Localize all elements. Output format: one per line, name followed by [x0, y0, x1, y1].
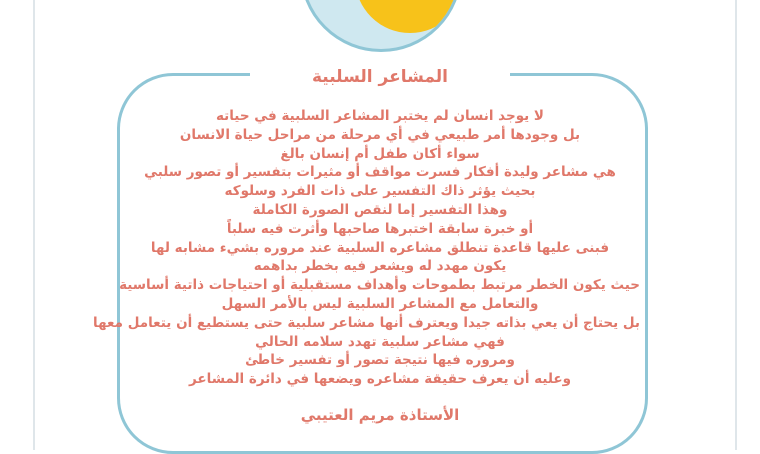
page-title: المشاعر السلبية: [311, 67, 449, 87]
body-line: لا يوجد انسان لم يختبر المشاعر السلبية في حياته: [215, 108, 544, 124]
body-line: وعليه أن يعرف حقيقة مشاعره ويضعها في دائرة المشاعر: [189, 371, 571, 388]
body-line: أو خبرة سابقة اختبرها صاحبها وأثرت فيه سلباً: [226, 220, 534, 237]
body-line: ومروره فيها نتيجة تصور أو تفسير خاطئ: [245, 352, 515, 369]
body-line: حيث يكون الخطر مرتبط بطموحات وأهداف مستقبلية أو احتياجات ذاتية أساسية: [119, 277, 640, 294]
body-line: بل وجودها أمر طبيعي في أي مرحلة من مراحل حياة الانسان: [179, 126, 581, 143]
body-line: فهي مشاعر سلبية تهدد سلامه الحالي: [255, 333, 505, 350]
emoji-mouth: [379, 0, 431, 6]
author-signature: الأستاذة مريم العتيبي: [300, 406, 460, 424]
body-line: يكون مهدد له ويشعر فيه بخطر بداهمه: [253, 258, 507, 275]
body-line: سواء أكان طفل أم إنسان بالغ: [280, 145, 480, 162]
body-text: [93, 107, 640, 389]
body-line: بحيث يؤثر ذاك التفسير على ذات الفرد وسلوكه: [224, 183, 536, 200]
body-line: بل يحتاج أن يعي بذاته جيدا ويعترف أنها مشاعر سلبية حتى يستطيع أن يتعامل معها: [93, 314, 640, 331]
body-line: وهذا التفسير إما لنقص الصورة الكاملة: [252, 201, 508, 218]
body-line: فبنى عليها قاعدة تنطلق مشاعره السلبية عند مروره بشيء مشابه لها: [150, 239, 610, 256]
body-line: والتعامل مع المشاعر السلبية ليس بالأمر السهل: [221, 295, 539, 312]
body-line: هي مشاعر وليدة أفكار فسرت مواقف أو مثيرات بتفسير أو تصور سلبي: [144, 164, 616, 181]
